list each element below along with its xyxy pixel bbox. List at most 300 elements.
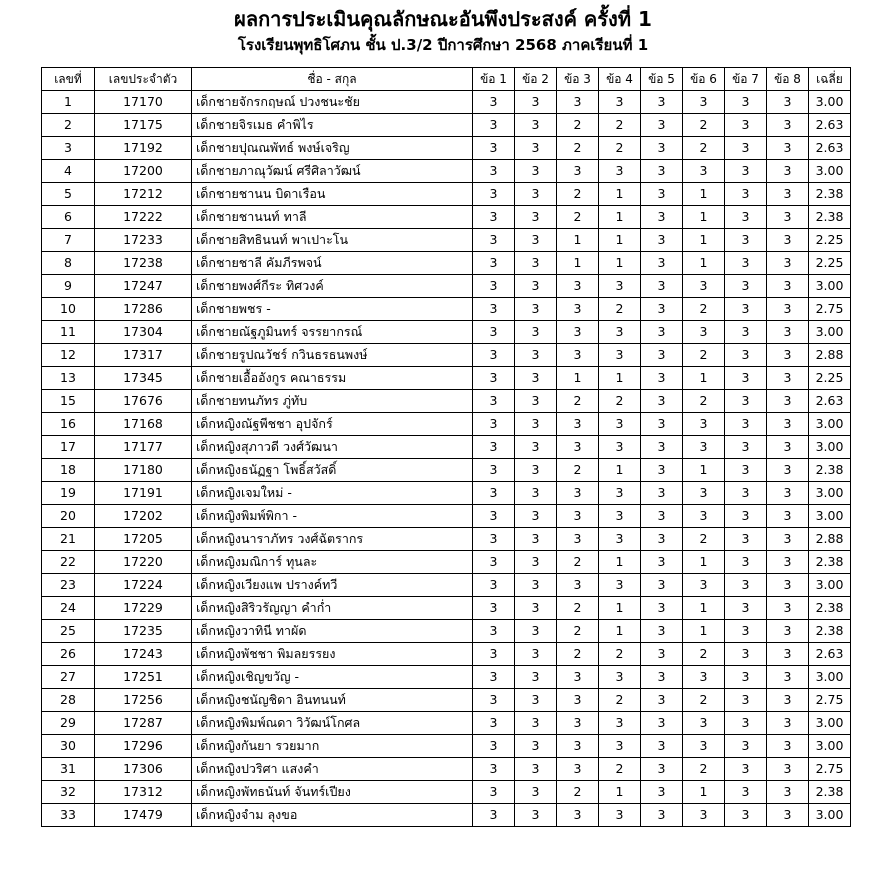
cell-item-1: 3 [473,183,515,206]
cell-item-1: 3 [473,367,515,390]
table-row [42,574,851,597]
cell-item-1: 3 [473,137,515,160]
cell-item-4: 2 [599,390,641,413]
cell-student-id: 17243 [95,643,192,666]
cell-item-1: 3 [473,114,515,137]
cell-item-4: 3 [599,804,641,827]
cell-item-8: 3 [767,666,809,689]
cell-item-4: 2 [599,114,641,137]
cell-item-5: 3 [641,114,683,137]
cell-item-2: 3 [515,298,557,321]
cell-full-name: เด็กชายทนภัทร ภู่ทับ [192,390,473,413]
cell-item-4: 2 [599,137,641,160]
cell-full-name: เด็กหญิงสุภาวดี วงศ์วัฒนา [192,436,473,459]
cell-number: 8 [42,252,95,275]
cell-item-7: 3 [725,735,767,758]
cell-item-7: 3 [725,597,767,620]
cell-number: 9 [42,275,95,298]
header-number: เลขที่ [42,68,95,91]
cell-item-2: 3 [515,252,557,275]
cell-student-id: 17205 [95,528,192,551]
page-title: ผลการประเมินคุณลักษณะอันพึงประสงค์ ครั้งที่ 1 [234,7,652,31]
cell-item-2: 3 [515,206,557,229]
cell-item-6: 1 [683,183,725,206]
cell-full-name: เด็กหญิงกันยา รวยมาก [192,735,473,758]
cell-average: 2.75 [809,689,851,712]
cell-item-1: 3 [473,344,515,367]
cell-student-id: 17287 [95,712,192,735]
cell-item-8: 3 [767,229,809,252]
cell-item-3: 3 [557,758,599,781]
cell-item-8: 3 [767,344,809,367]
cell-student-id: 17191 [95,482,192,505]
cell-number: 11 [42,321,95,344]
cell-item-3: 2 [557,620,599,643]
cell-item-6: 3 [683,482,725,505]
cell-item-4: 3 [599,91,641,114]
cell-student-id: 17224 [95,574,192,597]
cell-number: 26 [42,643,95,666]
cell-item-4: 3 [599,735,641,758]
cell-item-4: 1 [599,183,641,206]
cell-item-8: 3 [767,689,809,712]
cell-full-name: เด็กหญิงชนัญชิดา อินทนนท์ [192,689,473,712]
cell-item-3: 1 [557,229,599,252]
cell-item-2: 3 [515,321,557,344]
table-row [42,298,851,321]
cell-student-id: 17317 [95,344,192,367]
table-row [42,206,851,229]
cell-item-8: 3 [767,459,809,482]
cell-student-id: 17192 [95,137,192,160]
cell-item-5: 3 [641,528,683,551]
header-average: เฉลี่ย [809,68,851,91]
cell-item-4: 3 [599,712,641,735]
cell-student-id: 17251 [95,666,192,689]
cell-full-name: เด็กหญิงเจมใหม่ - [192,482,473,505]
cell-item-6: 2 [683,758,725,781]
cell-average: 2.25 [809,367,851,390]
cell-number: 32 [42,781,95,804]
cell-item-4: 3 [599,666,641,689]
cell-item-5: 3 [641,275,683,298]
cell-average: 2.75 [809,758,851,781]
cell-item-7: 3 [725,91,767,114]
cell-item-6: 1 [683,206,725,229]
cell-item-7: 3 [725,390,767,413]
cell-item-1: 3 [473,758,515,781]
cell-item-1: 3 [473,206,515,229]
cell-item-4: 1 [599,551,641,574]
cell-item-5: 3 [641,689,683,712]
cell-student-id: 17235 [95,620,192,643]
cell-item-6: 1 [683,459,725,482]
cell-student-id: 17180 [95,459,192,482]
cell-student-id: 17229 [95,597,192,620]
cell-item-3: 1 [557,252,599,275]
cell-item-7: 3 [725,137,767,160]
cell-item-1: 3 [473,436,515,459]
cell-item-1: 3 [473,505,515,528]
cell-item-4: 3 [599,160,641,183]
cell-item-6: 2 [683,643,725,666]
cell-number: 28 [42,689,95,712]
cell-item-8: 3 [767,758,809,781]
cell-item-8: 3 [767,735,809,758]
cell-item-4: 3 [599,413,641,436]
cell-item-7: 3 [725,252,767,275]
cell-item-2: 3 [515,390,557,413]
cell-item-7: 3 [725,275,767,298]
cell-number: 5 [42,183,95,206]
cell-full-name: เด็กชายพงศ์กีระ ทิศวงค์ [192,275,473,298]
cell-item-3: 3 [557,505,599,528]
cell-item-5: 3 [641,597,683,620]
cell-item-8: 3 [767,298,809,321]
table-row [42,183,851,206]
cell-full-name: เด็กชายณัฐภูมินทร์ จรรยากรณ์ [192,321,473,344]
cell-item-1: 3 [473,160,515,183]
cell-student-id: 17212 [95,183,192,206]
cell-number: 33 [42,804,95,827]
cell-item-8: 3 [767,781,809,804]
cell-average: 2.75 [809,298,851,321]
cell-item-4: 1 [599,597,641,620]
cell-item-7: 3 [725,712,767,735]
cell-item-5: 3 [641,482,683,505]
cell-student-id: 17220 [95,551,192,574]
table-row [42,620,851,643]
cell-item-1: 3 [473,91,515,114]
cell-item-3: 2 [557,390,599,413]
cell-item-3: 3 [557,344,599,367]
table-row [42,229,851,252]
cell-item-6: 3 [683,505,725,528]
cell-student-id: 17304 [95,321,192,344]
cell-full-name: เด็กหญิงพิมพ์ณดา วิวัฒน์โกศล [192,712,473,735]
cell-item-3: 3 [557,482,599,505]
cell-item-5: 3 [641,206,683,229]
table-row [42,367,851,390]
cell-item-8: 3 [767,183,809,206]
cell-item-3: 2 [557,597,599,620]
header-item-5: ข้อ 5 [641,68,683,91]
cell-number: 16 [42,413,95,436]
cell-item-1: 3 [473,528,515,551]
cell-number: 3 [42,137,95,160]
cell-full-name: เด็กหญิงจำม ลุงขอ [192,804,473,827]
cell-item-6: 2 [683,689,725,712]
cell-item-5: 3 [641,712,683,735]
cell-item-8: 3 [767,804,809,827]
cell-item-2: 3 [515,137,557,160]
cell-item-7: 3 [725,367,767,390]
cell-student-id: 17170 [95,91,192,114]
cell-average: 3.00 [809,505,851,528]
cell-number: 22 [42,551,95,574]
cell-item-4: 1 [599,781,641,804]
cell-number: 24 [42,597,95,620]
cell-item-1: 3 [473,574,515,597]
cell-item-2: 3 [515,436,557,459]
cell-item-6: 3 [683,804,725,827]
cell-student-id: 17345 [95,367,192,390]
cell-item-5: 3 [641,505,683,528]
cell-item-6: 3 [683,91,725,114]
cell-student-id: 17222 [95,206,192,229]
cell-item-7: 3 [725,804,767,827]
header-item-3: ข้อ 3 [557,68,599,91]
cell-item-3: 3 [557,275,599,298]
cell-item-2: 3 [515,160,557,183]
cell-average: 2.38 [809,620,851,643]
page-subtitle: โรงเรียนพุทธิโศภน ชั้น ป.3/2 ปีการศึกษา 2568 ภาคเรียนที่ 1 [237,36,649,54]
cell-item-7: 3 [725,298,767,321]
cell-full-name: เด็กหญิงสิริวรัญญา คำก่ำ [192,597,473,620]
cell-full-name: เด็กชายภาณุวัฒน์ ศรีศิลาวัฒน์ [192,160,473,183]
cell-number: 30 [42,735,95,758]
cell-item-4: 3 [599,344,641,367]
table-row [42,505,851,528]
cell-item-6: 1 [683,367,725,390]
cell-item-7: 3 [725,689,767,712]
cell-item-8: 3 [767,390,809,413]
cell-item-7: 3 [725,160,767,183]
cell-item-2: 3 [515,574,557,597]
cell-full-name: เด็กชายพชร - [192,298,473,321]
cell-item-2: 3 [515,643,557,666]
cell-item-7: 3 [725,183,767,206]
table-row [42,459,851,482]
cell-average: 3.00 [809,413,851,436]
cell-item-2: 3 [515,620,557,643]
cell-item-2: 3 [515,344,557,367]
cell-item-2: 3 [515,758,557,781]
cell-item-7: 3 [725,620,767,643]
cell-item-6: 3 [683,436,725,459]
cell-item-4: 3 [599,574,641,597]
cell-full-name: เด็กชายสิทธินนท์ พาเปาะโน [192,229,473,252]
cell-item-7: 3 [725,643,767,666]
cell-number: 29 [42,712,95,735]
cell-item-8: 3 [767,137,809,160]
table-row [42,321,851,344]
cell-number: 15 [42,390,95,413]
cell-number: 12 [42,344,95,367]
cell-item-2: 3 [515,275,557,298]
cell-student-id: 17306 [95,758,192,781]
cell-student-id: 17296 [95,735,192,758]
cell-item-6: 3 [683,712,725,735]
cell-item-3: 2 [557,643,599,666]
cell-item-7: 3 [725,229,767,252]
cell-full-name: เด็กหญิงพัชชา พิมลยรรยง [192,643,473,666]
table-row [42,390,851,413]
cell-average: 2.88 [809,528,851,551]
cell-item-8: 3 [767,252,809,275]
cell-item-3: 2 [557,183,599,206]
cell-full-name: เด็กหญิงพิมพ์พิกา - [192,505,473,528]
cell-average: 2.38 [809,459,851,482]
cell-item-6: 3 [683,574,725,597]
cell-average: 3.00 [809,574,851,597]
table-row [42,712,851,735]
cell-item-6: 1 [683,551,725,574]
table-row [42,551,851,574]
assessment-table [41,67,851,827]
cell-average: 2.25 [809,229,851,252]
cell-item-3: 3 [557,666,599,689]
table-row [42,160,851,183]
cell-student-id: 17200 [95,160,192,183]
cell-item-4: 2 [599,758,641,781]
cell-item-3: 2 [557,114,599,137]
cell-student-id: 17247 [95,275,192,298]
table-row [42,643,851,666]
cell-item-6: 2 [683,137,725,160]
cell-item-7: 3 [725,114,767,137]
cell-item-8: 3 [767,551,809,574]
table-row [42,436,851,459]
cell-item-8: 3 [767,712,809,735]
cell-item-6: 2 [683,114,725,137]
cell-item-1: 3 [473,459,515,482]
cell-item-3: 3 [557,436,599,459]
cell-number: 6 [42,206,95,229]
cell-number: 1 [42,91,95,114]
cell-item-8: 3 [767,321,809,344]
cell-student-id: 17175 [95,114,192,137]
cell-item-8: 3 [767,574,809,597]
cell-item-4: 1 [599,206,641,229]
cell-item-8: 3 [767,114,809,137]
cell-item-2: 3 [515,781,557,804]
cell-item-5: 3 [641,666,683,689]
cell-student-id: 17177 [95,436,192,459]
cell-number: 18 [42,459,95,482]
cell-item-5: 3 [641,344,683,367]
cell-number: 17 [42,436,95,459]
cell-item-8: 3 [767,597,809,620]
header-item-4: ข้อ 4 [599,68,641,91]
cell-item-2: 3 [515,804,557,827]
cell-item-2: 3 [515,689,557,712]
cell-item-3: 3 [557,91,599,114]
table-row [42,735,851,758]
cell-item-5: 3 [641,459,683,482]
cell-number: 4 [42,160,95,183]
cell-item-7: 3 [725,459,767,482]
cell-item-2: 3 [515,597,557,620]
cell-item-4: 2 [599,643,641,666]
header-item-1: ข้อ 1 [473,68,515,91]
cell-item-4: 3 [599,436,641,459]
cell-item-1: 3 [473,804,515,827]
cell-item-6: 1 [683,781,725,804]
cell-full-name: เด็กหญิงณัฐพีชชา อุปจักร์ [192,413,473,436]
cell-item-4: 1 [599,252,641,275]
cell-item-7: 3 [725,528,767,551]
cell-item-4: 2 [599,689,641,712]
table-row [42,275,851,298]
cell-item-6: 1 [683,229,725,252]
cell-item-3: 3 [557,321,599,344]
cell-student-id: 17202 [95,505,192,528]
cell-item-3: 2 [557,459,599,482]
cell-average: 2.38 [809,597,851,620]
cell-item-4: 1 [599,229,641,252]
cell-item-3: 3 [557,528,599,551]
cell-item-6: 2 [683,528,725,551]
cell-item-6: 3 [683,666,725,689]
cell-item-2: 3 [515,666,557,689]
table-row [42,413,851,436]
cell-item-7: 3 [725,436,767,459]
table-row [42,781,851,804]
cell-average: 3.00 [809,666,851,689]
cell-average: 3.00 [809,321,851,344]
cell-full-name: เด็กหญิงเวียงแพ ปรางค์ทวี [192,574,473,597]
cell-item-3: 2 [557,137,599,160]
table-row [42,528,851,551]
cell-item-1: 3 [473,321,515,344]
cell-item-7: 3 [725,781,767,804]
table-row [42,91,851,114]
cell-item-2: 3 [515,505,557,528]
cell-average: 3.00 [809,91,851,114]
cell-average: 3.00 [809,275,851,298]
cell-item-7: 3 [725,666,767,689]
cell-item-5: 3 [641,804,683,827]
cell-item-6: 2 [683,344,725,367]
cell-item-2: 3 [515,229,557,252]
cell-student-id: 17312 [95,781,192,804]
cell-item-8: 3 [767,275,809,298]
cell-item-5: 3 [641,735,683,758]
cell-average: 2.63 [809,114,851,137]
cell-average: 3.00 [809,804,851,827]
cell-number: 23 [42,574,95,597]
cell-average: 2.38 [809,551,851,574]
cell-item-2: 3 [515,367,557,390]
cell-item-5: 3 [641,183,683,206]
cell-item-3: 2 [557,206,599,229]
cell-student-id: 17238 [95,252,192,275]
cell-item-4: 3 [599,275,641,298]
cell-item-1: 3 [473,735,515,758]
cell-item-6: 2 [683,390,725,413]
cell-item-3: 3 [557,160,599,183]
cell-item-6: 1 [683,620,725,643]
cell-full-name: เด็กชายชานน บิดาเรือน [192,183,473,206]
cell-item-8: 3 [767,482,809,505]
cell-item-7: 3 [725,551,767,574]
table-row [42,804,851,827]
cell-item-6: 3 [683,321,725,344]
cell-student-id: 17479 [95,804,192,827]
cell-item-3: 2 [557,551,599,574]
cell-item-1: 3 [473,482,515,505]
cell-average: 2.63 [809,390,851,413]
cell-item-5: 3 [641,298,683,321]
cell-item-5: 3 [641,137,683,160]
cell-item-1: 3 [473,298,515,321]
cell-average: 3.00 [809,160,851,183]
cell-item-5: 3 [641,758,683,781]
cell-item-5: 3 [641,781,683,804]
cell-average: 3.00 [809,482,851,505]
cell-item-5: 3 [641,643,683,666]
